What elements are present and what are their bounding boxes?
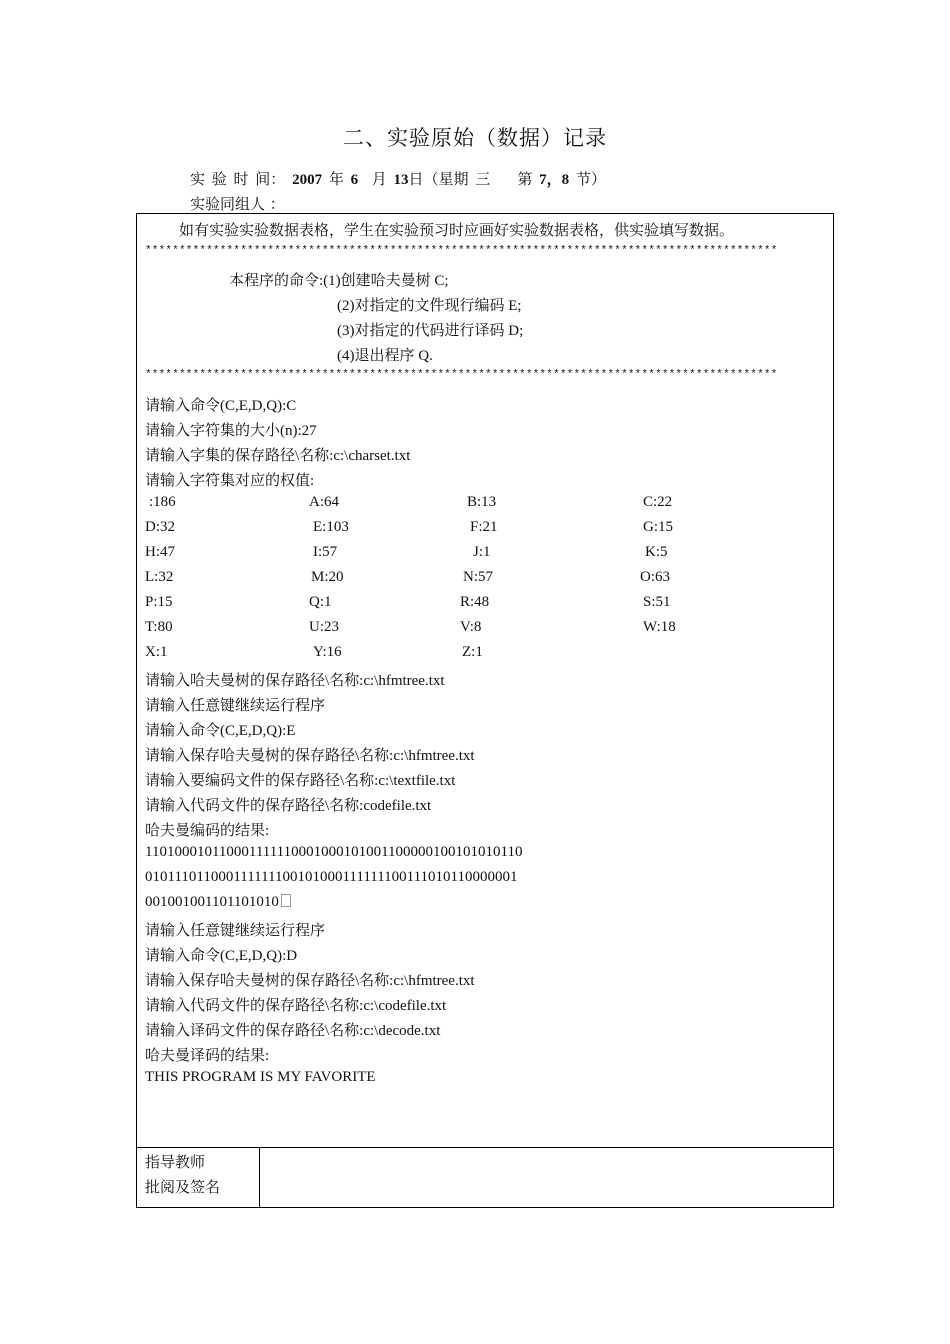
weight-cell: K:5 [645,544,668,560]
session1-line-1: 请输入命令(C,E,D,Q):C [145,398,297,414]
weight-cell: T:80 [145,619,173,635]
page-title: 二、实验原始（数据）记录 [343,126,607,150]
session2-line-1: 请输入哈夫曼树的保存路径\名称:c:\hfmtree.txt [145,673,445,689]
menu-line-4: (4)退出程序 Q. [337,348,433,364]
weight-cell: L:32 [145,569,174,585]
code-line-3-text: 001001001101101010 [145,894,279,910]
code-line-3 [145,894,291,911]
weight-cell: C:22 [643,494,673,510]
session2-line-4: 请输入保存哈夫曼树的保存路径\名称:c:\hfmtree.txt [145,748,475,764]
weight-cell: I:57 [313,544,338,560]
code-line-2: 010111011000111111100101000111111100111010110000001 [145,869,518,885]
session2-line-3: 请输入命令(C,E,D,Q):E [145,723,296,739]
session2-line-2: 请输入任意键继续运行程序 [145,698,326,714]
weight-cell: M:20 [311,569,344,585]
session1-line-4: 请输入字符集对应的权值: [145,473,315,489]
code-line-1: 110100010110001111110001000101001100000100101010110 [145,844,523,860]
record-box [136,213,834,1208]
weight-cell: Q:1 [309,594,332,610]
divider-stars-bottom: ********************************************************************************************* [145,369,778,381]
weight-cell: Z:1 [462,644,483,660]
intro-text: 如有实验实验数据表格，学生在实验预习时应画好实验数据表格，供实验填写数据。 [179,223,735,239]
weight-cell: G:15 [643,519,673,535]
session3-line-6: 哈夫曼译码的结果: [145,1048,270,1064]
weight-cell: P:15 [145,594,173,610]
teacher-sign-label [137,1148,260,1208]
weight-cell: A:64 [309,494,339,510]
weight-cell: O:63 [640,569,670,585]
session3-line-2: 请输入命令(C,E,D,Q):D [145,948,298,964]
weight-cell: H:47 [145,544,175,560]
year: 2007 [292,172,323,188]
session2-line-6: 请输入代码文件的保存路径\名称:codefile.txt [145,798,432,814]
period-suffix: 节） [575,170,606,188]
time-label: 实 验 时 间： [190,170,286,188]
weight-cell: U:23 [309,619,339,635]
menu-line-2: (2)对指定的文件现行编码 E; [337,298,522,314]
menu-line-1: 本程序的命令:(1)创建哈夫曼树 C; [229,273,449,289]
day-unit: 日（星期 三 [408,170,491,188]
weight-cell: V:8 [460,619,482,635]
month: 6 [350,172,359,188]
weight-cell: :186 [149,494,176,510]
weight-cell: W:18 [643,619,676,635]
period-prefix: 第 [517,170,533,188]
sign-label-line-2: 批阅及签名 [145,1178,221,1196]
teacher-sign-row [137,1147,833,1208]
weight-cell: D:32 [145,519,175,535]
decode-result: THIS PROGRAM IS MY FAVORITE [145,1069,376,1085]
weight-cell: N:57 [463,569,493,585]
session3-line-1: 请输入任意键继续运行程序 [145,923,326,939]
session3-line-5: 请输入译码文件的保存路径\名称:c:\decode.txt [145,1023,441,1039]
weight-cell: E:103 [313,519,349,535]
session2-line-5: 请输入要编码文件的保存路径\名称:c:\textfile.txt [145,773,456,789]
session1-line-3: 请输入字集的保存路径\名称:c:\charset.txt [145,448,411,464]
experiment-time [190,168,606,189]
menu-line-3: (3)对指定的代码进行译码 D; [337,323,524,339]
session3-line-3: 请输入保存哈夫曼树的保存路径\名称:c:\hfmtree.txt [145,973,475,989]
year-unit: 年 [328,170,344,188]
weight-cell: Y:16 [313,644,342,660]
experiment-partner: 实验同组人 ： [190,195,285,213]
weight-cell: J:1 [473,544,491,560]
weight-cell: F:21 [470,519,498,535]
session2-line-7: 哈夫曼编码的结果: [145,823,270,839]
weight-cell: X:1 [145,644,168,660]
month-unit: 月 [371,170,387,188]
session1-line-2: 请输入字符集的大小(n):27 [145,423,317,439]
weight-cell: B:13 [467,494,497,510]
weight-cell: R:48 [460,594,490,610]
box-glyph-icon [281,894,291,907]
sign-label-line-1: 指导教师 [145,1153,206,1171]
period: 7，8 [539,172,570,188]
divider-stars-top: ********************************************************************************************* [145,245,778,257]
weight-cell: S:51 [643,594,671,610]
day: 13 [393,172,409,188]
session3-line-4: 请输入代码文件的保存路径\名称:c:\codefile.txt [145,998,447,1014]
